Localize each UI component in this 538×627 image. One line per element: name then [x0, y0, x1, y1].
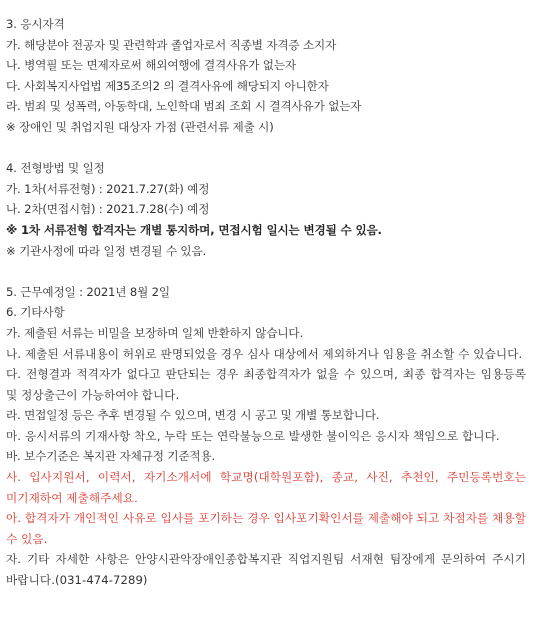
- section3-item-ra: 라. 범죄 및 성폭력, 아동학대, 노인학대 범죄 조회 시 결격사유가 없는자: [6, 99, 362, 114]
- section3-item-da: 다. 사회복지사업법 제35조의2 의 결격사유에 해당되지 아니한자: [6, 78, 329, 93]
- section3-item-na: 나. 병역필 또는 면제자로써 해외여행에 결격사유가 없는자: [6, 58, 296, 73]
- section4-item-second-round: 나. 2차(면접시험) : 2021.7.28(수) 예정: [6, 202, 210, 217]
- section6-item-ma: 마. 응시서류의 기재사항 착오, 누락 또는 연락불능으로 발생한 불이익은 응시자 책임으로 합니다.: [6, 428, 500, 443]
- section6-item-da: 다. 전형결과 적격자가 없다고 판단되는 경우 최종합격자가 없을 수 있으며, 최종 합격자는 임용등록 및 정상출근이 가능하여야 합니다.: [6, 367, 526, 402]
- section4-heading: 4. 전형방법 및 일정: [6, 161, 105, 176]
- section6-item-ra: 라. 면접일정 등은 추후 변경될 수 있으며, 변경 시 공고 및 개별 통보합니다.: [6, 408, 380, 423]
- section4-item-first-round: 가. 1차(서류전형) : 2021.7.27(화) 예정: [6, 181, 210, 196]
- section3-note: ※ 장애인 및 취업지원 대상자 가점 (관련서류 제출 시): [6, 119, 274, 134]
- section3-heading: 3. 응시자격: [6, 17, 65, 31]
- section3-item-ga: 가. 해당분야 전공자 및 관련학과 졸업자로서 직종별 자격증 소지자: [6, 37, 337, 52]
- section6-item-a-red: 아. 합격자가 개인적인 사유로 입사를 포기하는 경우 입사포기확인서를 제출해야 되고 차점자를 채용할 수 있음.: [6, 511, 527, 546]
- section4-notice: ※ 기관사정에 따라 일정 변경될 수 있음.: [6, 243, 207, 258]
- spacer: [6, 261, 526, 282]
- section6-item-ba: 바. 보수기준은 복지관 자체규정 기준적용.: [6, 449, 216, 464]
- spacer: [6, 138, 526, 159]
- section6-item-ja: 자. 기타 자세한 사항은 안양시관악장애인종합복지관 직업지원팀 서재현 팀장에게 문의하여 주시기 바랍니다.(031-474-7289): [6, 552, 526, 588]
- section5-start-date: 5. 근무예정일 : 2021년 8월 2일: [6, 284, 170, 299]
- section6-item-na: 나. 제출된 서류내용이 허위로 판명되었을 경우 심사 대상에서 제외하거나 임용을 취소할 수 있습니다.: [6, 346, 523, 361]
- section6-item-sa-red: 사. 입사지원서, 이력서, 자기소개서에 학교명(대학원포함), 종교, 사진, 추천인, 주민등록번호는 미기재하여 제출해주세요.: [6, 470, 526, 505]
- section4-bold-notice: ※ 1차 서류전형 합격자는 개별 통지하며, 면접시험 일시는 변경될 수 있음.: [6, 222, 382, 237]
- section6-heading: 6. 기타사항: [6, 305, 65, 320]
- recruitment-notice-document: [6, 14, 526, 591]
- section6-item-ga: 가. 제출된 서류는 비밀을 보장하며 일체 반환하지 않습니다.: [6, 325, 304, 340]
